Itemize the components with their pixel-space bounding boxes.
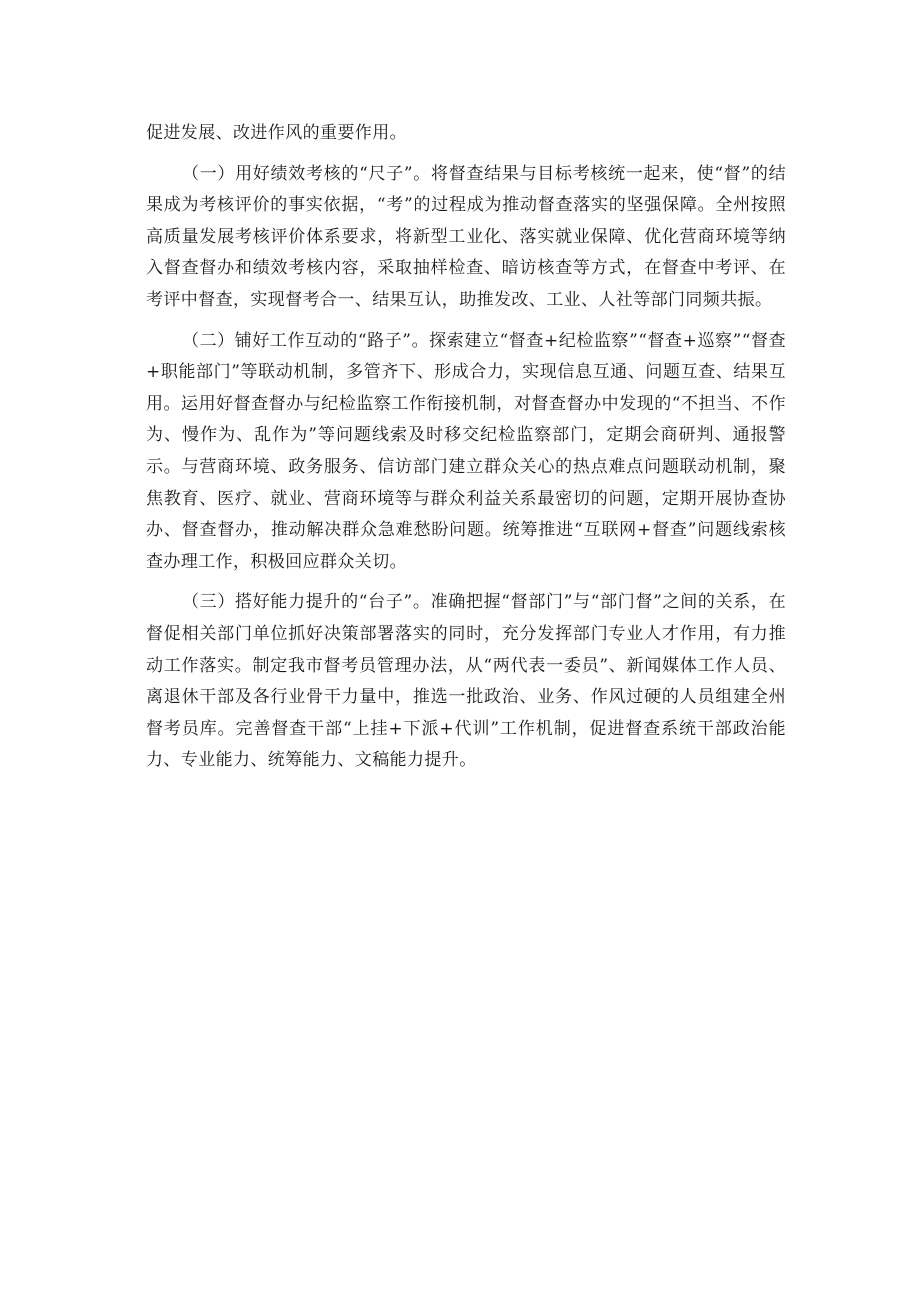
paragraph-section-2: （二）铺好工作互动的“路子”。探索建立“督查+纪检监察”“督查+巡察”“督查+职能部门”等联动机制，多管齐下、形成合力，实现信息互通、问题互查、结果互用。运用好督查督办与纪检监察工作衔接机制，对督查督办中发现的“不担当、不作为、慢作为、乱作为”等问题线索及时移交纪检监察部门，定期会商研判、通报警示。与营商环境、政务服务、信访部门建立群众关心的热点难点问题联动机制，聚焦教育、医疗、就业、营商环境等与群众利益关系最密切的问题，定期开展协查协办、督查督办，推动解决群众急难愁盼问题。统筹推进“互联网+督查”问题线索核查办理工作，积极回应群众关切。 (146, 330, 786, 572)
paragraph-section-1: （一）用好绩效考核的“尺子”。将督查结果与目标考核统一起来，使“督”的结果成为考核评价的事实依据，“考”的过程成为推动督查落实的坚强保障。全州按照高质量发展考核评价体系要求，将新型工业化、落实就业保障、优化营商环境等纳入督查督办和绩效考核内容，采取抽样检查、暗访核查等方式，在督查中考评、在考评中督查，实现督考合一、结果互认，助推发改、工业、人社等部门同频共振。 (146, 163, 786, 310)
paragraph-continuation: 促进发展、改进作风的重要作用。 (146, 123, 407, 143)
paragraph-section-3: （三）搭好能力提升的“台子”。准确把握“督部门”与“部门督”之间的关系，在督促相关部门单位抓好决策部署落实的同时，充分发挥部门专业人才作用，有力推动工作落实。制定我市督考员管理办法，从“两代表一委员”、新闻媒体工作人员、离退休干部及各行业骨干力量中，推选一批政治、业务、作风过硬的人员组建全州督考员库。完善督查干部“上挂+下派+代训”工作机制，促进督查系统干部政治能力、专业能力、统筹能力、文稿能力提升。 (146, 592, 786, 771)
document-body (146, 118, 786, 777)
